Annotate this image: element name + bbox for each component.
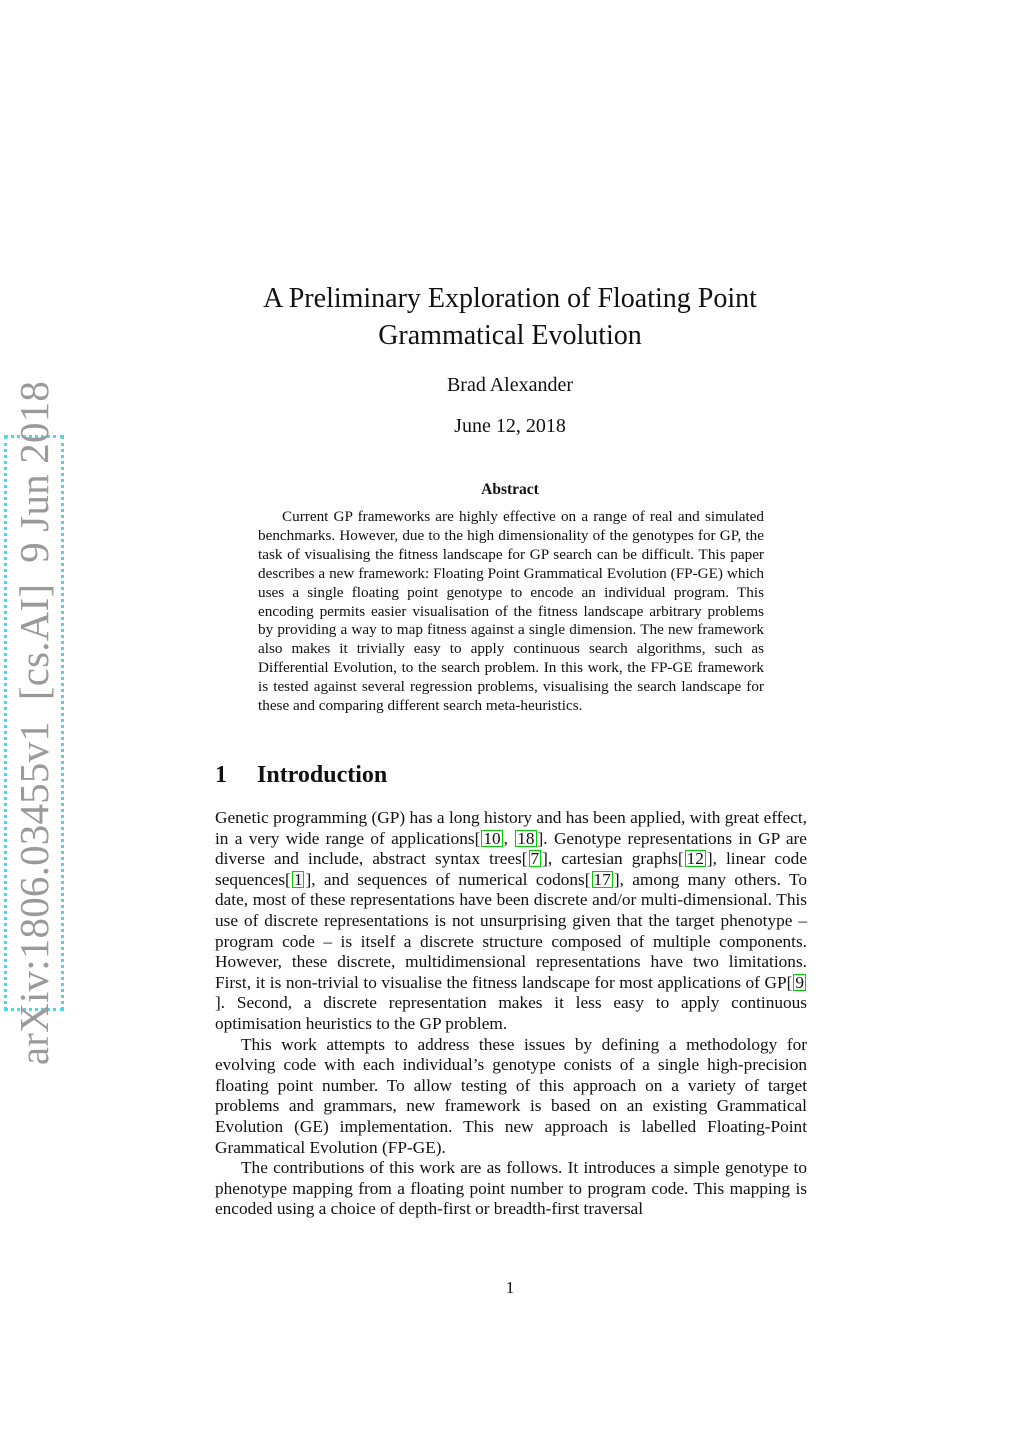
text-run: ], linear code sequences[: [215, 849, 807, 889]
citation-link[interactable]: 17: [593, 869, 611, 889]
text-run: ]. Second, a discrete representation makes it less easy to apply continuous optimisation heuristics to the GP problem.: [215, 993, 807, 1033]
text-run: Genetic programming (GP) has a long history and has been applied, with great effect, in a very wide range of applications[: [215, 808, 807, 848]
text-run: ,: [503, 828, 515, 848]
text-run: ], and sequences of numerical codons[: [305, 869, 591, 889]
author-name: Brad Alexander: [446, 374, 574, 396]
citation-link[interactable]: 10: [483, 828, 501, 848]
abstract-heading: Abstract: [481, 481, 539, 498]
citation-link[interactable]: 18: [517, 828, 535, 848]
arxiv-identifier-stamp: arXiv:1806.03455v1 [cs.AI] 9 Jun 2018: [4, 435, 64, 1011]
section-heading-introduction: [215, 762, 615, 789]
introduction-body: [215, 808, 807, 1220]
text-run: ]. Genotype representations in GP are diverse and include, abstract syntax trees[: [215, 828, 807, 869]
page-number: 1: [505, 1278, 515, 1297]
paragraph-3: The contributions of this work are as follows. It introduces a simple genotype to phenotype mapping from a floating point number to program code. This mapping is encoded using a choice of depth-first or breadth-first traversal: [215, 1158, 807, 1219]
paragraph-2: This work attempts to address these issues by defining a methodology for evolving code with each individual’s genotype conists of a single high-precision floating point number. To allow testing of this approach on a variety of target problems and grammars, new framework is based on an existing Grammatical Evolution (GE) implementation. This new approach is labelled Floating-Point Grammatical Evolution (FP-GE).: [215, 1034, 807, 1157]
text-run: ], cartesian graphs[: [542, 849, 684, 869]
citation-link[interactable]: 9: [795, 972, 804, 992]
section-title: Introduction: [257, 762, 388, 788]
section-number: 1: [215, 762, 227, 788]
text-run: ], among many others. To date, most of these representations have been discrete and/or multi-dimensional. This use of discrete representations is not unsurprising given that the target phenotype – program code – is itself a discrete structure composed of multiple components. However, these discrete, multidimensional representations have two limitations. First, it is non-trivial to visualise the fitness landscape for most applications of GP[: [215, 869, 808, 992]
paragraph-1: [215, 808, 807, 1035]
citation-link[interactable]: 7: [530, 849, 540, 869]
citation-link[interactable]: 1: [293, 869, 303, 889]
paper-title: A Preliminary Exploration of Floating Point Grammatical Evolution: [263, 283, 757, 351]
publication-date: June 12, 2018: [454, 415, 566, 437]
abstract-text: Current GP frameworks are highly effective on a range of real and simulated benchmarks. However, due to the high dimensionality of the genotypes for GP, the task of visualising the fitness landscape for GP search can be difficult. This paper describes a new framework: Floating Point Grammatical Evolution (FP-GE) which uses a single floating point genotype to encode an individual program. This encoding permits easier visualisation of the fitness landscape arbitrary problems by providing a way to map fitness against a single dimension. The new framework also makes it trivially easy to apply continuous search algorithms, such as Differential Evolution, to the search problem. In this work, the FP-GE framework is tested against several regression problems, visualising the search landscape for these and comparing different search meta-heuristics.: [258, 508, 764, 715]
citation-link[interactable]: 12: [686, 849, 704, 869]
